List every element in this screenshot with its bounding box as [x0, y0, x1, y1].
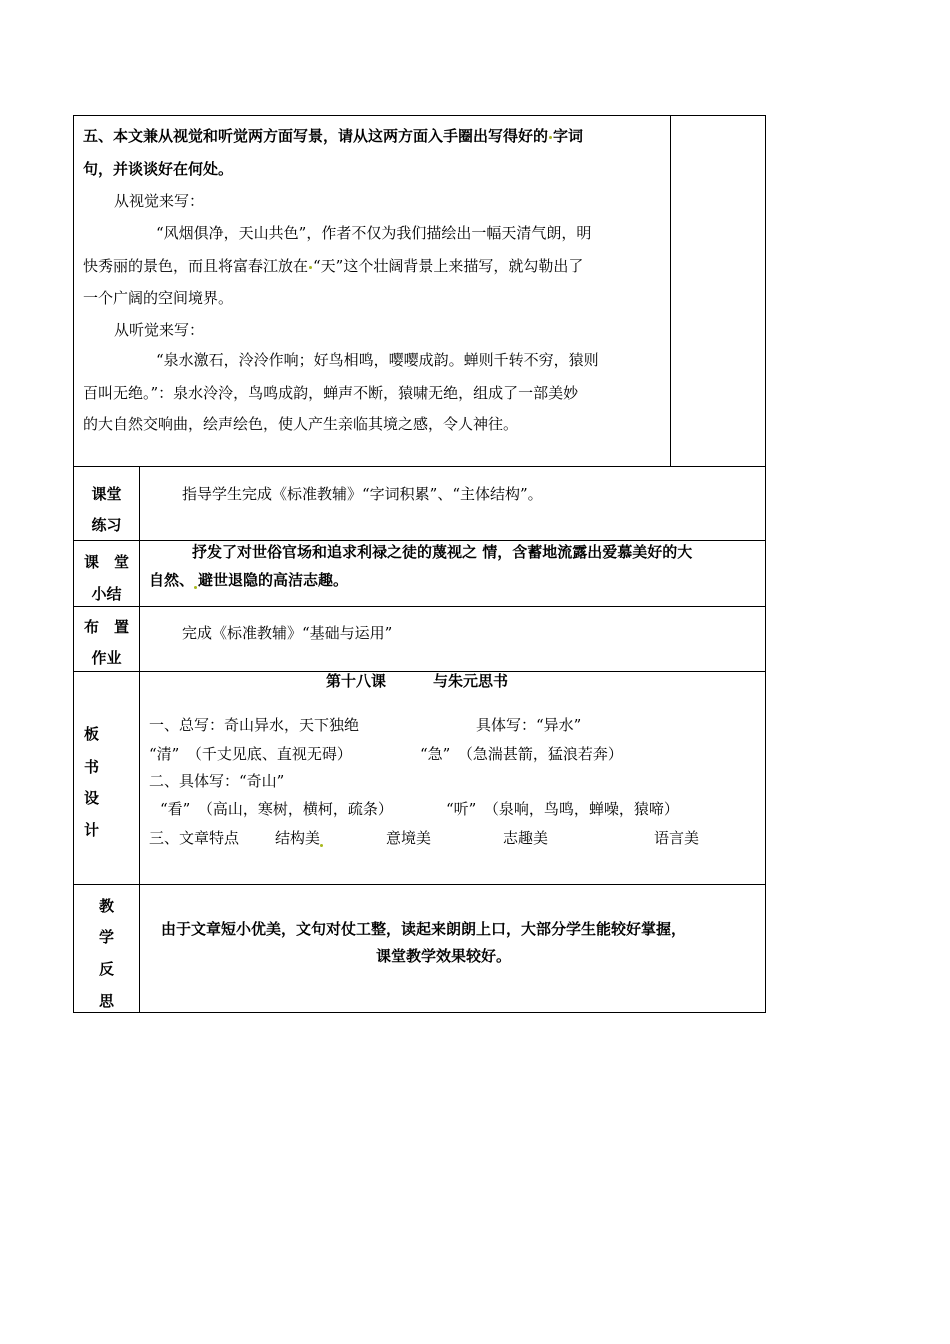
- reflection-content-line-2: 课堂教学效果较好。: [376, 947, 512, 965]
- visual-paragraph-line-2: 快秀丽的景色，而且将富春江放在 “天”这个壮阔背景上来描写，就勾勒出了: [83, 257, 584, 275]
- mark-dot: [309, 266, 312, 269]
- summary-label-1: 课 堂: [83, 553, 129, 571]
- board-line-5b: 结构美: [275, 828, 323, 848]
- audio-paragraph-line-2: 百叫无绝。”：泉水泠泠，鸟鸣成韵，蝉声不断，猿啸无绝，组成了一部美妙: [83, 384, 579, 402]
- visual-label: 从视觉来写：: [114, 192, 205, 210]
- board-line-5d: 志趣美: [503, 829, 549, 847]
- mark-dot: [320, 844, 323, 847]
- board-line-2a: “清” （千丈见底、直视无碍）: [149, 745, 352, 763]
- audio-label: 从听觉来写：: [114, 321, 205, 339]
- label-column-divider: [139, 466, 140, 1013]
- board-line-1a: 一、总写：奇山异水，天下独绝: [149, 716, 360, 734]
- row-divider-5: [73, 884, 766, 885]
- audio-paragraph-line-3: 的大自然交响曲，绘声绘色，使人产生亲临其境之感，令人神往。: [83, 415, 519, 433]
- row-divider-3: [73, 606, 766, 607]
- practice-content: 指导学生完成《标准教辅》“字词积累”、“主体结构”。: [182, 485, 543, 503]
- row-divider-4: [73, 671, 766, 672]
- reflection-label-char-4: 思: [98, 992, 114, 1010]
- summary-content-line-2: 自然、 避世退隐的高洁志趣。: [149, 571, 349, 589]
- table-border-bottom: [73, 1012, 766, 1013]
- visual-paragraph-line-1: “风烟俱净，天山共色”，作者不仅为我们描绘出一幅天清气朗，明: [156, 224, 592, 242]
- row-divider-2: [73, 540, 766, 541]
- board-line-5a: 三、文章特点: [149, 829, 240, 847]
- board-label-char-2: 书: [83, 758, 99, 776]
- mark-dot: [549, 136, 552, 139]
- board-line-5e: 语言美: [654, 829, 700, 847]
- practice-label-1: 课堂: [91, 485, 122, 503]
- board-line-2b: “急” （急湍甚箭，猛浪若奔）: [420, 745, 623, 763]
- board-label-char-3: 设: [83, 789, 99, 807]
- board-title-lesson: 第十八课: [326, 672, 387, 690]
- board-line-1b: 具体写：“异水”: [476, 716, 582, 734]
- section-heading-cont: 句，并谈谈好在何处。: [83, 160, 234, 178]
- homework-content: 完成《标准教辅》“基础与运用”: [182, 624, 393, 642]
- board-line-3: 二、具体写：“奇山”: [149, 772, 285, 790]
- reflection-content-line-1: 由于文章短小优美，文句对仗工整，读起来朗朗上口，大部分学生能较好掌握，: [161, 920, 687, 938]
- homework-label-2: 作业: [91, 649, 122, 667]
- mark-dot: [194, 586, 197, 589]
- board-title-text: 与朱元思书: [433, 672, 509, 690]
- table-border-top: [73, 115, 766, 116]
- table-border-right: [765, 115, 766, 1013]
- board-line-4b: “听” （泉响，鸟鸣，蝉噪，猿啼）: [446, 800, 679, 818]
- row-divider-1: [73, 466, 766, 467]
- reflection-label-char-3: 反: [98, 960, 114, 978]
- board-line-4a: “看” （高山，寒树，横柯，疏条）: [160, 800, 393, 818]
- practice-label-2: 练习: [91, 516, 122, 534]
- visual-paragraph-line-3: 一个广阔的空间境界。: [83, 289, 234, 307]
- section-heading: 五、本文兼从视觉和听觉两方面写景，请从这两方面入手圈出写得好的 字词: [83, 127, 584, 145]
- first-row-side-divider: [670, 115, 671, 467]
- board-line-5c: 意境美: [386, 829, 432, 847]
- board-label-char-4: 计: [83, 821, 99, 839]
- board-label-char-1: 板: [83, 725, 99, 743]
- summary-label-2: 小结: [91, 585, 122, 603]
- reflection-label-char-2: 学: [98, 928, 114, 946]
- homework-label-1: 布 置: [83, 618, 129, 636]
- summary-content-line-1: 抒发了对世俗官场和追求利禄之徒的蔑视之 情，含蓄地流露出爱慕美好的大: [192, 543, 693, 561]
- reflection-label-char-1: 教: [98, 897, 114, 915]
- audio-paragraph-line-1: “泉水激石，泠泠作响；好鸟相鸣，嘤嘤成韵。蝉则千转不穷，猿则: [156, 351, 599, 369]
